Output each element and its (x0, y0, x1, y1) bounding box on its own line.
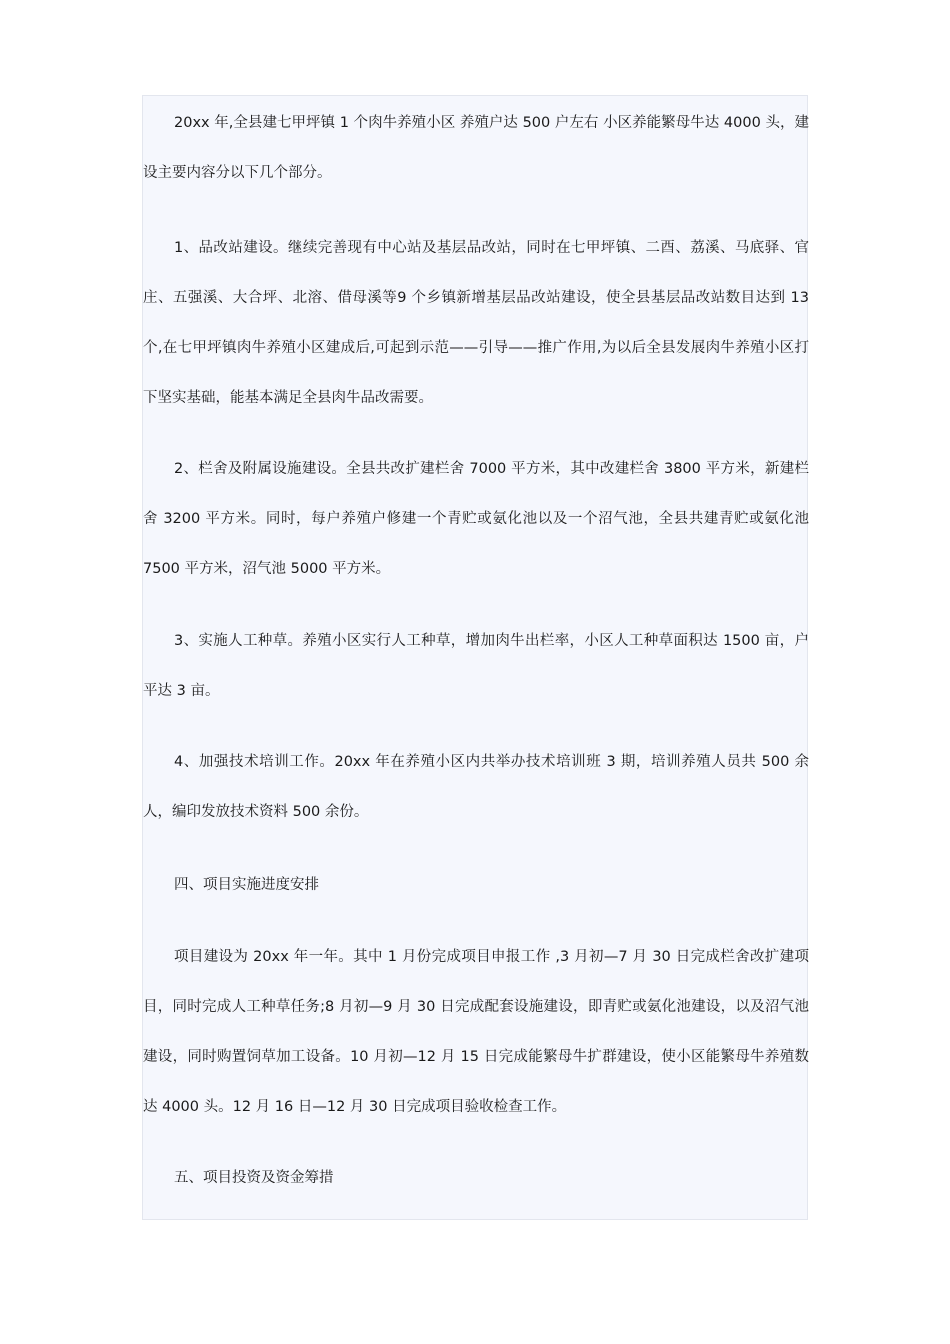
section-heading-investment: 五、项目投资及资金筹措 (174, 1170, 334, 1186)
paragraph-item-1-breed-improvement-stations: 1、品改站建设。继续完善现有中心站及基层品改站，同时在七甲坪镇、二酉、荔溪、马底驿、官庄、五强溪、大合坪、北溶、借母溪等9 个乡镇新增基层品改站建设，使全县基层品改站数目达到 13 个,在七甲坪镇肉牛养殖小区建成后,可起到示范——引导——推广作用,为以后全县发展肉牛养殖小区打下坚实基础，能基本满足全县肉牛品改需要。 (143, 240, 809, 406)
document-page (142, 95, 808, 1220)
paragraph-item-4-technical-training: 4、加强技术培训工作。20xx 年在养殖小区内共举办技术培训班 3 期，培训养殖人员共 500 余人，编印发放技术资料 500 余份。 (143, 754, 809, 820)
paragraph-schedule: 项目建设为 20xx 年一年。其中 1 月份完成项目申报工作 ,3 月初—7 月 30 日完成栏舍改扩建项目，同时完成人工种草任务;8 月初—9 月 30 日完成配套设施建设，即青贮或氨化池建设，以及沼气池建设，同时购置饲草加工设备。10 月初—12 月 15 日完成能繁母牛扩群建设，使小区能繁母牛养殖数达 4000 头。12 月 16 日—12 月 30 日完成项目验收检查工作。 (143, 949, 809, 1115)
section-heading-schedule: 四、项目实施进度安排 (174, 877, 319, 893)
paragraph-item-2-barn-facilities: 2、栏舍及附属设施建设。全县共改扩建栏舍 7000 平方米，其中改建栏舍 3800 平方米，新建栏舍 3200 平方米。同时，每户养殖户修建一个青贮或氨化池以及一个沼气池，全县共建青贮或氨化池 7500 平方米，沼气池 5000 平方米。 (143, 461, 809, 577)
paragraph-intro: 20xx 年,全县建七甲坪镇 1 个肉牛养殖小区 养殖户达 500 户左右 小区养能繁母牛达 4000 头，建设主要内容分以下几个部分。 (143, 115, 809, 181)
paragraph-item-3-artificial-grass: 3、实施人工种草。养殖小区实行人工种草，增加肉牛出栏率，小区人工种草面积达 1500 亩，户平达 3 亩。 (143, 633, 809, 699)
